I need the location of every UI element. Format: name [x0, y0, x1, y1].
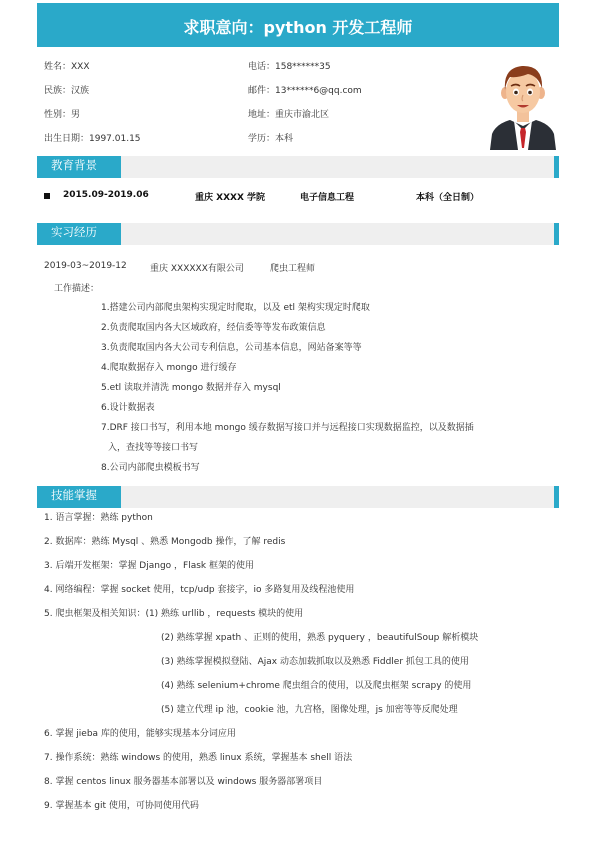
section-education-accent [554, 156, 559, 178]
section-education-title: 教育背景 [37, 156, 121, 178]
address-field: 地址：重庆市渝北区 [248, 110, 330, 120]
education-level-field: 学历：本科 [248, 134, 294, 144]
title-bar [37, 3, 559, 47]
ethnicity-field: 民族：汉族 [44, 86, 90, 96]
education-bullet-icon [44, 193, 50, 199]
skill-item: 6. 掌握 jieba 库的使用，能够实现基本分词应用 [44, 729, 236, 739]
email-field: 邮件：13******6@qq.com [248, 86, 362, 96]
internship-item: 5.etl 读取并清洗 mongo 数据并存入 mysql [101, 383, 281, 393]
gender-field: 性别：男 [44, 110, 81, 120]
section-internship-accent [554, 223, 559, 245]
skill-sub-item: (4) 熟练 selenium+chrome 爬虫组合的使用，以及爬虫框架 scrapy 的使用 [161, 681, 472, 691]
skill-item: 2. 数据库：熟练 Mysql 、熟悉 Mongodb 操作，了解 redis [44, 537, 286, 547]
name-field: 姓名：XXX [44, 62, 90, 72]
internship-desc-label: 工作描述： [54, 284, 100, 294]
avatar [488, 60, 558, 150]
skill-sub-item: (3) 熟练掌握模拟登陆、Ajax 动态加载抓取以及熟悉 Fiddler 抓包工具的使用 [161, 657, 469, 667]
skill-sub-item: (5) 建立代理 ip 池，cookie 池，九宫格，图像处理，js 加密等等反爬处理 [161, 705, 458, 715]
internship-item: 4.爬取数据存入 mongo 进行缓存 [101, 363, 237, 373]
skill-sub-item: (2) 熟练掌握 xpath 、正则的使用，熟悉 pyquery ，beautifulSoup 解析模块 [161, 633, 479, 643]
page-title: 求职意向：python 开发工程师 [183, 18, 413, 37]
skill-item: 8. 掌握 centos linux 服务器基本部署以及 windows 服务器部署项目 [44, 777, 323, 787]
internship-item: 2.负责爬取国内各大区域政府，经信委等等发布政策信息 [101, 323, 326, 333]
section-skills-title: 技能掌握 [37, 486, 121, 508]
skill-item: 4. 网络编程：掌握 socket 使用，tcp/udp 套接字，io 多路复用及线程池使用 [44, 585, 355, 595]
section-internship-title: 实习经历 [37, 223, 121, 245]
education-degree: 本科（全日制） [416, 193, 480, 203]
internship-item: 7.DRF 接口书写，利用本地 mongo 缓存数据写接口并与远程接口实现数据监控，以及数据插 [101, 423, 474, 433]
skill-item: 7. 操作系统：熟练 windows 的使用，熟悉 linux 系统，掌握基本 shell 语法 [44, 753, 353, 763]
skill-item: 9. 掌握基本 git 使用，可协同使用代码 [44, 801, 199, 811]
internship-item: 1.搭建公司内部爬虫架构实现定时爬取，以及 etl 架构实现定时爬取 [101, 303, 370, 313]
skill-item: 3. 后端开发框架：掌握 Django ，Flask 框架的使用 [44, 561, 254, 571]
section-skills-accent [554, 486, 559, 508]
section-internship [37, 223, 559, 245]
internship-item: 6.设计数据表 [101, 403, 155, 413]
skill-item: 5. 爬虫框架及相关知识：(1) 熟练 urllib ，requests 模块的使用 [44, 609, 304, 619]
internship-company: 重庆 XXXXXX有限公司 [150, 264, 244, 274]
internship-item: 3.负责爬取国内各大公司专利信息，公司基本信息，网站备案等等 [101, 343, 362, 353]
education-major: 电子信息工程 [300, 193, 355, 203]
skill-item: 1. 语言掌握：熟练 python [44, 513, 153, 523]
education-period: 2015.09-2019.06 [63, 190, 149, 200]
internship-position: 爬虫工程师 [270, 264, 316, 274]
internship-item: 8.公司内部爬虫模板书写 [101, 463, 200, 473]
phone-field: 电话：158******35 [248, 62, 331, 72]
birth-field: 出生日期：1997.01.15 [44, 134, 141, 144]
internship-period: 2019-03~2019-12 [44, 261, 127, 271]
internship-item: 入，查找等等接口书写 [108, 443, 199, 453]
section-education [37, 156, 559, 178]
education-school: 重庆 XXXX 学院 [195, 193, 266, 203]
section-skills [37, 486, 559, 508]
